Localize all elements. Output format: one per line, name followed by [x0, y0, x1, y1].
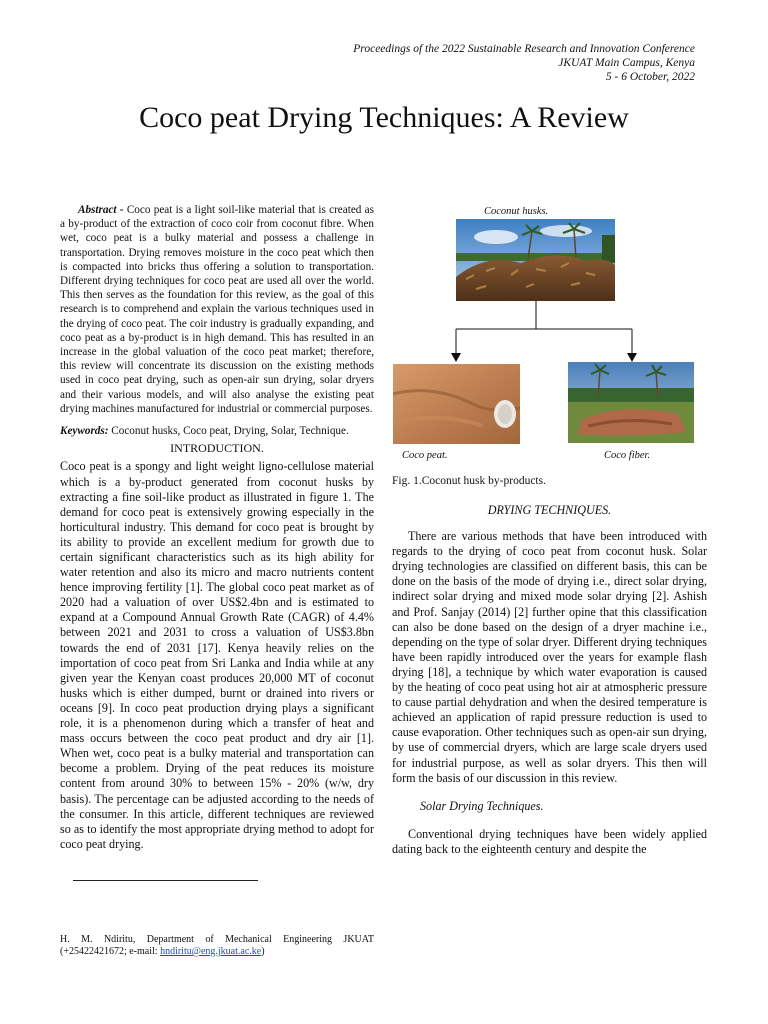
- coconut-husks-label: Coconut husks.: [484, 206, 549, 217]
- drying-techniques-heading: DRYING TECHNIQUES.: [487, 503, 612, 517]
- footnote-text: H. M. Ndiritu, Department of Mechanical Engineering JKUAT (+25422421672; e-mail:: [60, 934, 374, 957]
- solar-drying-text: Conventional drying techniques have been widely applied dating back to the eighteenth century and despite the: [392, 826, 707, 856]
- proceedings-header: [353, 42, 695, 84]
- abstract-text: Coco peat is a light soil-like material that is created as a by-product of the extraction of coco coir from coconut fibre. When wet, coco peat is a bulky material and possess a challenge in transportation. Drying removes moisture in the coco peat which then is compacted into bricks thus offering a solution to transportation. Different drying techniques for coco peat are used all over the world. This then serves as the foundation for this review, as the goal of this research is to comprehend and explain the various techniques used in the drying of coco peat. The coir industry is gradually expanding, and coco peat as a by-product is in high demand. This has resulted in an increase in the global valuation of the coco peat market; therefore, this review will concentrate its discussion on the existing methods used in coco peat drying, such as open-air sun drying, solar dryers and their various models, and will also analyse the existing peat drying machines manufactured for industrial or commercial purposes.: [60, 204, 374, 415]
- figure-1: [392, 205, 717, 475]
- keywords-text: Coconut husks, Coco peat, Drying, Solar, Technique.: [111, 425, 349, 438]
- footnote-divider: [73, 880, 258, 881]
- figure-arrows: [392, 301, 717, 363]
- left-column: [60, 203, 374, 852]
- keywords-paragraph: [60, 424, 374, 438]
- author-footnote: [60, 934, 374, 958]
- paper-title: Coco peat Drying Techniques: A Review: [139, 101, 629, 134]
- abstract-label: Abstract -: [78, 204, 124, 216]
- coco-fiber-photo: [568, 362, 694, 443]
- introduction-heading: INTRODUCTION.: [170, 441, 264, 456]
- conference-dates: 5 - 6 October, 2022: [605, 71, 695, 83]
- author-email-link[interactable]: hndiritu@eng.jkuat.ac.ke: [160, 946, 262, 957]
- drying-techniques-text: There are various methods that have been introduced with regards to the drying of coco peat from coconut husk. Solar drying technologies are classified on different basis, this can be done on the basis of the mode of drying i.e., direct solar drying, indirect solar drying and mixed mode solar drying [2]. Ashish and Prof. Sanjay (2014) [2] further opine that this classification can also be done based on the design of a dryer machine i.e., depending on the type of solar dryer. Different drying techniques have been rapidly introduced over the years for example flash drying [18], a technique by which water evaporation is caused by the heating of coco peat using hot air at atmospheric pressure to cause partial dehydration and when the desired temperature is achieved an application of rapid pressure reduction is used to cause evaporation. Other techniques such as open-air sun drying, by use of commercial dryers, which are large scale dryers used for industrial purpose, as well as solar dryers. This then will form the basis of our discussion in this review.: [392, 529, 707, 785]
- keywords-label: Keywords:: [60, 425, 109, 438]
- figure-caption: Fig. 1.Coconut husk by-products.: [392, 475, 546, 487]
- solar-drying-subheading: Solar Drying Techniques.: [420, 798, 544, 813]
- right-column: [392, 503, 707, 857]
- coco-fiber-label: Coco fiber.: [604, 450, 651, 461]
- conference-location: JKUAT Main Campus, Kenya: [558, 57, 695, 69]
- footnote-close: ): [261, 946, 265, 957]
- introduction-text: Coco peat is a spongy and light weight ligno-cellulose material which is a by-product generated from coconut husks by extracting a fine soil-like product as illustrated in figure 1. The demand for coco peat is extensively growing especially in the horticultural industry. This demand for coco peat is brought by its ability to provide an excellent medium for growth due to certain significant characteristics such as its high ability for water retention and also its micro and macro nutrients content hence improving fertility [1]. The global coco peat market as of 2020 had a valuation of over US$2.4bn and is estimated to expand at a Compound Annual Growth Rate (CAGR) of 4.4% between 2021 and 2031 to cross a valuation of US$3.8bn towards the end of 2031 [17]. Kenya heavily relies on the importation of coco peat from Sri Lanka and India while at any given year the Kenyan coast produces 20,000 MT of coconut husks which is either dumped, burnt or drained into rivers or oceans [9]. In coco peat production drying plays a significant role, it is a phenomenon during which a transfer of heat and mass occurs between the coco peat product and dry air [1]. When wet, coco peat is a bulky material and transportation can become a problem. Drying of the peat reduces its moisture content from around 30% to between 15% - 20% (w/w, dry basis). The percentage can be adjusted according to the needs of the consumer. In this article, different techniques are reviewed so as to identify the most appropriate drying method to adopt for coco peat drying.: [60, 459, 374, 851]
- abstract-paragraph: [60, 203, 374, 416]
- coconut-husks-photo: [456, 219, 615, 301]
- conference-name: Proceedings of the 2022 Sustainable Research and Innovation Conference: [353, 43, 695, 55]
- coco-peat-photo: [393, 364, 520, 444]
- coco-peat-label: Coco peat.: [402, 450, 448, 461]
